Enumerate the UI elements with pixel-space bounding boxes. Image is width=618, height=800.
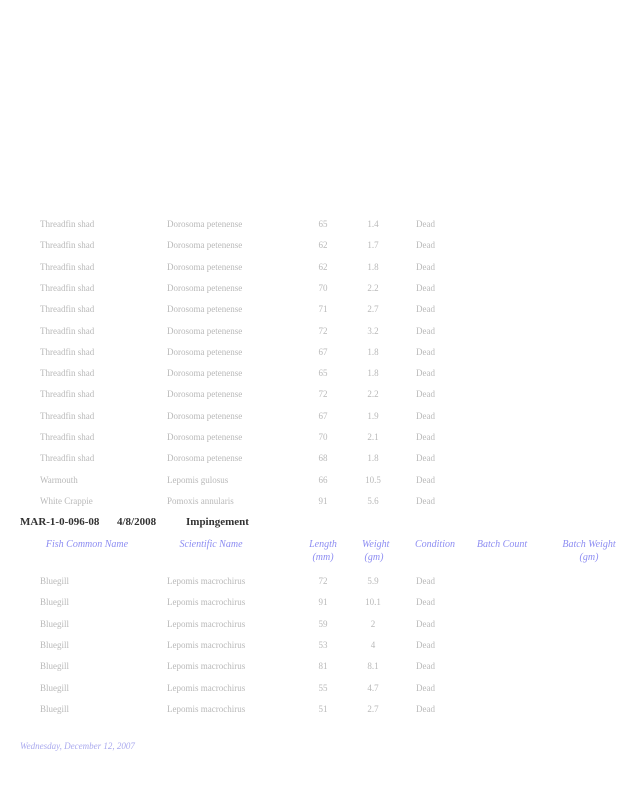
scientific-name-cell: Lepomis macrochirus <box>167 682 246 693</box>
condition-cell: Dead <box>416 304 435 315</box>
scientific-name-cell: Pomoxis annularis <box>167 495 234 506</box>
length-cell: 65 <box>318 368 328 379</box>
length-cell: 81 <box>318 661 328 672</box>
scientific-name-cell: Dorosoma petenense <box>167 432 243 442</box>
sample-header <box>0 514 618 532</box>
scientific-name-cell: Lepomis macrochirus <box>167 639 246 650</box>
scientific-name-cell: Lepomis macrochirus <box>167 618 246 629</box>
condition-cell: Dead <box>416 576 435 586</box>
condition-cell: Dead <box>416 346 435 357</box>
scientific-name-cell: Dorosoma petenense <box>167 282 243 293</box>
scientific-name-cell: Lepomis macrochirus <box>167 661 246 672</box>
weight-cell: 10.5 <box>365 474 381 485</box>
common-name-cell: Bluegill <box>40 682 69 693</box>
scientific-name-cell: Dorosoma petenense <box>167 240 243 251</box>
length-cell: 65 <box>318 219 328 229</box>
condition-cell: Dead <box>416 410 435 421</box>
condition-cell: Dead <box>416 639 435 650</box>
column-header-weight-line2: (gm) <box>364 552 384 563</box>
table-row <box>0 492 618 513</box>
common-name-cell: Bluegill <box>40 576 69 586</box>
sample-type: Impingement <box>186 516 249 528</box>
condition-cell: Dead <box>416 240 435 251</box>
length-cell: 72 <box>318 325 328 336</box>
condition-cell: Dead <box>416 597 435 608</box>
weight-cell: 1.8 <box>367 261 379 272</box>
length-cell: 71 <box>318 304 328 315</box>
column-header-weight-line1: Weight <box>362 539 390 550</box>
length-cell: 53 <box>318 639 328 650</box>
scientific-name-cell: Dorosoma petenense <box>167 389 243 400</box>
weight-cell: 4 <box>370 639 376 650</box>
scientific-name-cell: Lepomis gulosus <box>167 474 229 485</box>
table-row <box>0 572 618 593</box>
column-header-batch-count: Batch Count <box>476 539 528 550</box>
common-name-cell: Bluegill <box>40 703 69 714</box>
weight-cell: 2.2 <box>367 389 379 400</box>
weight-cell: 5.9 <box>367 576 379 586</box>
length-cell: 67 <box>318 346 328 357</box>
length-cell: 66 <box>318 474 328 485</box>
scientific-name-cell: Dorosoma petenense <box>167 410 243 421</box>
weight-cell: 4.7 <box>367 682 379 693</box>
condition-cell: Dead <box>416 325 435 336</box>
condition-cell: Dead <box>416 474 435 485</box>
common-name-cell: Threadfin shad <box>40 282 95 293</box>
table-column-headers <box>0 538 618 568</box>
weight-cell: 2 <box>370 618 376 629</box>
weight-cell: 1.8 <box>367 453 379 464</box>
table-row <box>0 615 618 636</box>
weight-cell: 8.1 <box>367 661 379 672</box>
column-header-length-line2: (mm) <box>312 552 334 563</box>
scientific-name-cell: Dorosoma petenense <box>167 368 243 379</box>
sample-id: MAR-1-0-096-08 <box>20 516 100 528</box>
length-cell: 72 <box>318 576 328 586</box>
length-cell: 68 <box>318 453 328 464</box>
table-row <box>0 679 618 700</box>
weight-cell: 5.6 <box>367 495 379 506</box>
table-row <box>0 385 618 406</box>
weight-cell: 1.4 <box>367 219 379 229</box>
length-cell: 67 <box>318 410 328 421</box>
condition-cell: Dead <box>416 453 435 464</box>
common-name-cell: Threadfin shad <box>40 432 95 442</box>
table-row <box>0 407 618 428</box>
length-cell: 72 <box>318 389 328 400</box>
scientific-name-cell: Lepomis macrochirus <box>167 703 246 714</box>
table-row <box>0 364 618 385</box>
footer-date: Wednesday, December 12, 2007 <box>20 741 135 751</box>
common-name-cell: Bluegill <box>40 661 69 672</box>
column-header-batch-weight-line2: (gm) <box>579 552 599 563</box>
column-header-batch-weight <box>554 538 618 564</box>
length-cell: 55 <box>318 682 328 693</box>
condition-cell: Dead <box>416 389 435 400</box>
common-name-cell: Threadfin shad <box>40 261 95 272</box>
common-name-cell: Threadfin shad <box>40 219 95 229</box>
scientific-name-cell: Dorosoma petenense <box>167 219 243 229</box>
scientific-name-cell: Lepomis macrochirus <box>167 576 246 586</box>
common-name-cell: Warmouth <box>40 474 78 485</box>
weight-cell: 2.7 <box>367 703 379 714</box>
common-name-cell: Threadfin shad <box>40 410 95 421</box>
weight-cell: 1.9 <box>367 410 379 421</box>
column-header-condition: Condition <box>414 539 455 550</box>
condition-cell: Dead <box>416 495 435 506</box>
weight-cell: 1.7 <box>367 240 379 251</box>
table-row <box>0 236 618 257</box>
condition-cell: Dead <box>416 432 435 442</box>
common-name-cell: Threadfin shad <box>40 304 95 315</box>
column-header-length <box>308 538 338 564</box>
common-name-cell: Threadfin shad <box>40 389 95 400</box>
condition-cell: Dead <box>416 368 435 379</box>
column-header-scientific-name: Scientific Name <box>179 539 243 550</box>
common-name-cell: Threadfin shad <box>40 346 95 357</box>
condition-cell: Dead <box>416 703 435 714</box>
table-row <box>0 471 618 492</box>
common-name-cell: Threadfin shad <box>40 453 95 464</box>
common-name-cell: Threadfin shad <box>40 325 95 336</box>
weight-cell: 2.2 <box>367 282 379 293</box>
table-row <box>0 279 618 300</box>
length-cell: 51 <box>318 703 328 714</box>
length-cell: 91 <box>318 495 328 506</box>
length-cell: 62 <box>318 261 328 272</box>
scientific-name-cell: Dorosoma petenense <box>167 325 243 336</box>
table-row <box>0 258 618 279</box>
common-name-cell: Bluegill <box>40 597 69 608</box>
common-name-cell: Bluegill <box>40 639 69 650</box>
column-header-length-line1: Length <box>309 539 337 550</box>
table-row <box>0 322 618 343</box>
common-name-cell: Threadfin shad <box>40 368 95 379</box>
weight-cell: 1.8 <box>367 346 379 357</box>
table-row <box>0 657 618 678</box>
weight-cell: 10.1 <box>365 597 381 608</box>
length-cell: 59 <box>318 618 328 629</box>
table-row <box>0 300 618 321</box>
table-row <box>0 593 618 614</box>
column-header-batch-weight-line1: Batch Weight <box>562 539 616 550</box>
table-row <box>0 428 618 449</box>
condition-cell: Dead <box>416 261 435 272</box>
length-cell: 70 <box>318 432 328 442</box>
condition-cell: Dead <box>416 282 435 293</box>
weight-cell: 1.8 <box>367 368 379 379</box>
table-row <box>0 700 618 721</box>
length-cell: 62 <box>318 240 328 251</box>
weight-cell: 2.1 <box>367 432 379 442</box>
common-name-cell: White Crappie <box>40 495 93 506</box>
common-name-cell: Threadfin shad <box>40 240 95 251</box>
scientific-name-cell: Dorosoma petenense <box>167 346 243 357</box>
scientific-name-cell: Dorosoma petenense <box>167 304 243 315</box>
sample-date: 4/8/2008 <box>117 516 157 528</box>
weight-cell: 2.7 <box>367 304 379 315</box>
length-cell: 70 <box>318 282 328 293</box>
condition-cell: Dead <box>416 618 435 629</box>
scientific-name-cell: Dorosoma petenense <box>167 453 243 464</box>
scientific-name-cell: Lepomis macrochirus <box>167 597 246 608</box>
length-cell: 91 <box>318 597 328 608</box>
common-name-cell: Bluegill <box>40 618 69 629</box>
table-row <box>0 215 618 236</box>
column-header-weight <box>362 538 390 564</box>
weight-cell: 3.2 <box>367 325 379 336</box>
condition-cell: Dead <box>416 219 435 229</box>
table-row <box>0 343 618 364</box>
scientific-name-cell: Dorosoma petenense <box>167 261 243 272</box>
column-header-common-name: Fish Common Name <box>45 539 129 550</box>
condition-cell: Dead <box>416 661 435 672</box>
table-row <box>0 636 618 657</box>
condition-cell: Dead <box>416 682 435 693</box>
table-row <box>0 449 618 470</box>
